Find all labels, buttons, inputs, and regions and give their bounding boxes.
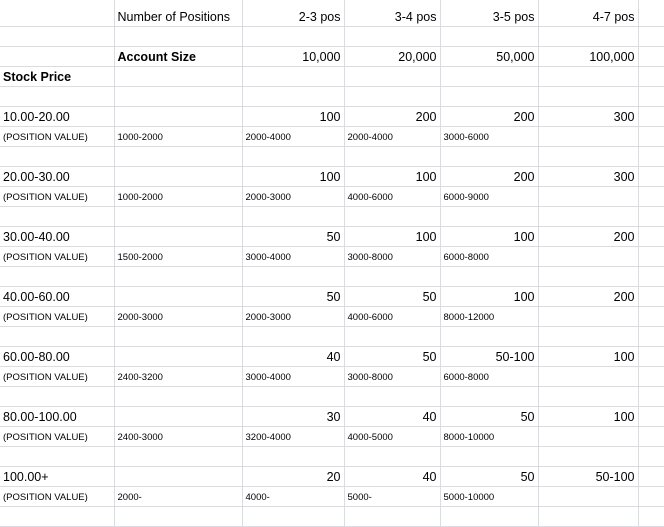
share-count[interactable]: 200 — [538, 226, 638, 246]
position-value-row — [0, 366, 664, 386]
cell[interactable] — [344, 506, 440, 526]
position-value[interactable]: 1500-2000 — [114, 246, 242, 266]
spacer-row — [0, 86, 664, 106]
account-size-col3[interactable]: 50,000 — [440, 46, 538, 66]
cell[interactable] — [538, 186, 638, 206]
cell[interactable] — [114, 346, 242, 366]
cell[interactable] — [242, 446, 344, 466]
position-value[interactable]: 2000-4000 — [344, 126, 440, 146]
cell[interactable] — [114, 26, 242, 46]
position-value-row — [0, 486, 664, 506]
price-row — [0, 406, 664, 426]
header-row-positions — [0, 0, 664, 26]
stock-price-range[interactable]: 30.00-40.00 — [0, 226, 114, 246]
share-count[interactable]: 50 — [344, 286, 440, 306]
share-count[interactable]: 40 — [344, 466, 440, 486]
cell[interactable] — [638, 86, 664, 106]
position-value[interactable]: 6000-8000 — [440, 246, 538, 266]
cell[interactable] — [0, 86, 114, 106]
cell[interactable] — [538, 386, 638, 406]
stock-price-range[interactable]: 60.00-80.00 — [0, 346, 114, 366]
cell[interactable] — [344, 386, 440, 406]
share-count[interactable]: 100 — [538, 406, 638, 426]
cell[interactable] — [344, 446, 440, 466]
position-value[interactable]: 3200-4000 — [242, 426, 344, 446]
position-value[interactable]: 8000-10000 — [440, 426, 538, 446]
position-value[interactable]: 3000-4000 — [242, 366, 344, 386]
cell[interactable] — [638, 266, 664, 286]
cell[interactable] — [344, 266, 440, 286]
cell[interactable] — [638, 346, 664, 366]
position-value[interactable]: 2400-3000 — [114, 426, 242, 446]
cell[interactable] — [638, 506, 664, 526]
cell[interactable] — [344, 146, 440, 166]
cell[interactable] — [638, 0, 664, 26]
spacer-row — [0, 326, 664, 346]
share-count[interactable]: 100 — [344, 166, 440, 186]
cell[interactable] — [242, 146, 344, 166]
share-count[interactable]: 50 — [440, 466, 538, 486]
cell[interactable] — [538, 326, 638, 346]
position-value[interactable]: 5000- — [344, 486, 440, 506]
share-count[interactable]: 300 — [538, 166, 638, 186]
share-count[interactable]: 200 — [538, 286, 638, 306]
cell[interactable] — [638, 126, 664, 146]
cell[interactable] — [242, 326, 344, 346]
position-value[interactable]: 4000- — [242, 486, 344, 506]
share-count[interactable]: 100 — [538, 346, 638, 366]
cell[interactable] — [638, 426, 664, 446]
cell[interactable] — [538, 86, 638, 106]
header-row-account-size — [0, 46, 664, 66]
stock-price-range[interactable]: 40.00-60.00 — [0, 286, 114, 306]
cell[interactable] — [538, 366, 638, 386]
cell[interactable] — [242, 206, 344, 226]
position-value[interactable]: 4000-6000 — [344, 306, 440, 326]
cell[interactable] — [242, 506, 344, 526]
cell[interactable] — [440, 66, 538, 86]
cell[interactable] — [114, 166, 242, 186]
cell[interactable] — [0, 206, 114, 226]
cell[interactable] — [0, 46, 114, 66]
spacer-row — [0, 146, 664, 166]
price-row — [0, 106, 664, 126]
share-count[interactable]: 200 — [440, 106, 538, 126]
position-value[interactable]: 6000-8000 — [440, 366, 538, 386]
account-size-label[interactable]: Account Size — [114, 46, 242, 66]
position-value-row — [0, 126, 664, 146]
cell[interactable] — [440, 386, 538, 406]
position-value-label[interactable]: (POSITION VALUE) — [0, 486, 114, 506]
cell[interactable] — [0, 26, 114, 46]
cell[interactable] — [344, 326, 440, 346]
position-value[interactable]: 2000- — [114, 486, 242, 506]
share-count[interactable]: 100 — [242, 166, 344, 186]
share-count[interactable]: 100 — [242, 106, 344, 126]
cell[interactable] — [638, 206, 664, 226]
price-row — [0, 226, 664, 246]
cell[interactable] — [0, 506, 114, 526]
share-count[interactable]: 300 — [538, 106, 638, 126]
cell[interactable] — [638, 326, 664, 346]
cell[interactable] — [638, 366, 664, 386]
cell[interactable] — [242, 66, 344, 86]
cell[interactable] — [114, 266, 242, 286]
cell[interactable] — [114, 206, 242, 226]
cell[interactable] — [114, 106, 242, 126]
cell[interactable] — [638, 286, 664, 306]
position-value[interactable]: 4000-5000 — [344, 426, 440, 446]
cell[interactable] — [114, 506, 242, 526]
cell[interactable] — [114, 466, 242, 486]
cell[interactable] — [440, 506, 538, 526]
cell[interactable] — [638, 306, 664, 326]
cell[interactable] — [638, 186, 664, 206]
spacer-row — [0, 386, 664, 406]
account-size-col4[interactable]: 100,000 — [538, 46, 638, 66]
stock-price-label[interactable]: Stock Price — [0, 66, 114, 86]
position-range-col1[interactable]: 2-3 pos — [242, 0, 344, 26]
position-value[interactable]: 5000-10000 — [440, 486, 538, 506]
cell[interactable] — [344, 66, 440, 86]
cell[interactable] — [344, 86, 440, 106]
account-size-col1[interactable]: 10,000 — [242, 46, 344, 66]
cell[interactable] — [538, 66, 638, 86]
cell[interactable] — [0, 0, 114, 26]
cell[interactable] — [440, 446, 538, 466]
cell[interactable] — [114, 326, 242, 346]
cell[interactable] — [638, 406, 664, 426]
position-range-col4[interactable]: 4-7 pos — [538, 0, 638, 26]
position-value-row — [0, 246, 664, 266]
header-row-stock-price — [0, 66, 664, 86]
position-value[interactable]: 2000-4000 — [242, 126, 344, 146]
share-count[interactable]: 100 — [440, 286, 538, 306]
position-value[interactable]: 2000-3000 — [114, 306, 242, 326]
share-count[interactable]: 40 — [344, 406, 440, 426]
cell[interactable] — [538, 26, 638, 46]
cell[interactable] — [638, 26, 664, 46]
cell[interactable] — [440, 26, 538, 46]
share-count[interactable]: 20 — [242, 466, 344, 486]
cell[interactable] — [638, 166, 664, 186]
position-value[interactable]: 1000-2000 — [114, 186, 242, 206]
position-range-col3[interactable]: 3-5 pos — [440, 0, 538, 26]
position-value[interactable]: 3000-6000 — [440, 126, 538, 146]
position-value-row — [0, 426, 664, 446]
position-value[interactable]: 6000-9000 — [440, 186, 538, 206]
price-row — [0, 346, 664, 366]
cell[interactable] — [0, 266, 114, 286]
position-value-label[interactable]: (POSITION VALUE) — [0, 366, 114, 386]
share-count[interactable]: 200 — [440, 166, 538, 186]
spacer-row — [0, 446, 664, 466]
cell[interactable] — [538, 486, 638, 506]
cell[interactable] — [538, 266, 638, 286]
cell[interactable] — [638, 446, 664, 466]
position-value-label[interactable]: (POSITION VALUE) — [0, 126, 114, 146]
position-value-label[interactable]: (POSITION VALUE) — [0, 306, 114, 326]
stock-price-range[interactable]: 80.00-100.00 — [0, 406, 114, 426]
price-row — [0, 166, 664, 186]
position-value[interactable]: 1000-2000 — [114, 126, 242, 146]
cell[interactable] — [638, 486, 664, 506]
cell[interactable] — [114, 86, 242, 106]
cell[interactable] — [114, 286, 242, 306]
cell[interactable] — [242, 86, 344, 106]
cell[interactable] — [440, 266, 538, 286]
share-count[interactable]: 50 — [440, 406, 538, 426]
position-value-row — [0, 186, 664, 206]
cell[interactable] — [538, 426, 638, 446]
share-count[interactable]: 200 — [344, 106, 440, 126]
position-value-label[interactable]: (POSITION VALUE) — [0, 246, 114, 266]
share-count[interactable]: 100 — [440, 226, 538, 246]
cell[interactable] — [0, 446, 114, 466]
position-value-label[interactable]: (POSITION VALUE) — [0, 186, 114, 206]
cell[interactable] — [242, 26, 344, 46]
cell[interactable] — [638, 106, 664, 126]
cell[interactable] — [638, 146, 664, 166]
cell[interactable] — [114, 406, 242, 426]
stock-price-range[interactable]: 100.00+ — [0, 466, 114, 486]
share-count[interactable]: 50-100 — [440, 346, 538, 366]
position-value[interactable]: 2000-3000 — [242, 306, 344, 326]
cell[interactable] — [638, 46, 664, 66]
share-count[interactable]: 100 — [344, 226, 440, 246]
account-size-col2[interactable]: 20,000 — [344, 46, 440, 66]
share-count[interactable]: 50 — [242, 286, 344, 306]
cell[interactable] — [638, 246, 664, 266]
spacer-row — [0, 506, 664, 526]
spacer-row — [0, 26, 664, 46]
cell[interactable] — [114, 386, 242, 406]
cell[interactable] — [538, 206, 638, 226]
cell[interactable] — [242, 266, 344, 286]
cell[interactable] — [440, 86, 538, 106]
cell[interactable] — [114, 226, 242, 246]
cell[interactable] — [0, 146, 114, 166]
cell[interactable] — [638, 386, 664, 406]
share-count[interactable]: 50 — [344, 346, 440, 366]
position-range-col2[interactable]: 3-4 pos — [344, 0, 440, 26]
cell[interactable] — [0, 386, 114, 406]
stock-price-range[interactable]: 10.00-20.00 — [0, 106, 114, 126]
cell[interactable] — [114, 66, 242, 86]
position-value-label[interactable]: (POSITION VALUE) — [0, 426, 114, 446]
cell[interactable] — [0, 326, 114, 346]
spacer-row — [0, 266, 664, 286]
cell[interactable] — [638, 226, 664, 246]
share-count[interactable]: 40 — [242, 346, 344, 366]
share-count[interactable]: 30 — [242, 406, 344, 426]
cell[interactable] — [114, 146, 242, 166]
cell[interactable] — [440, 206, 538, 226]
position-value[interactable]: 2000-3000 — [242, 186, 344, 206]
cell[interactable] — [638, 466, 664, 486]
position-value[interactable]: 4000-6000 — [344, 186, 440, 206]
positions-label[interactable]: Number of Positions — [114, 0, 242, 26]
price-row — [0, 466, 664, 486]
cell[interactable] — [440, 326, 538, 346]
cell[interactable] — [440, 146, 538, 166]
cell[interactable] — [538, 146, 638, 166]
cell[interactable] — [114, 446, 242, 466]
position-value[interactable]: 3000-4000 — [242, 246, 344, 266]
position-value[interactable]: 3000-8000 — [344, 366, 440, 386]
stock-price-range[interactable]: 20.00-30.00 — [0, 166, 114, 186]
cell[interactable] — [344, 26, 440, 46]
cell[interactable] — [538, 506, 638, 526]
position-value-row — [0, 306, 664, 326]
spacer-row — [0, 206, 664, 226]
position-value[interactable]: 8000-12000 — [440, 306, 538, 326]
cell[interactable] — [538, 306, 638, 326]
cell[interactable] — [538, 126, 638, 146]
cell[interactable] — [638, 66, 664, 86]
cell[interactable] — [538, 446, 638, 466]
position-value[interactable]: 2400-3200 — [114, 366, 242, 386]
cell[interactable] — [538, 246, 638, 266]
price-row — [0, 286, 664, 306]
cell[interactable] — [344, 206, 440, 226]
position-value[interactable]: 3000-8000 — [344, 246, 440, 266]
share-count[interactable]: 50-100 — [538, 466, 638, 486]
cell[interactable] — [242, 386, 344, 406]
share-count[interactable]: 50 — [242, 226, 344, 246]
